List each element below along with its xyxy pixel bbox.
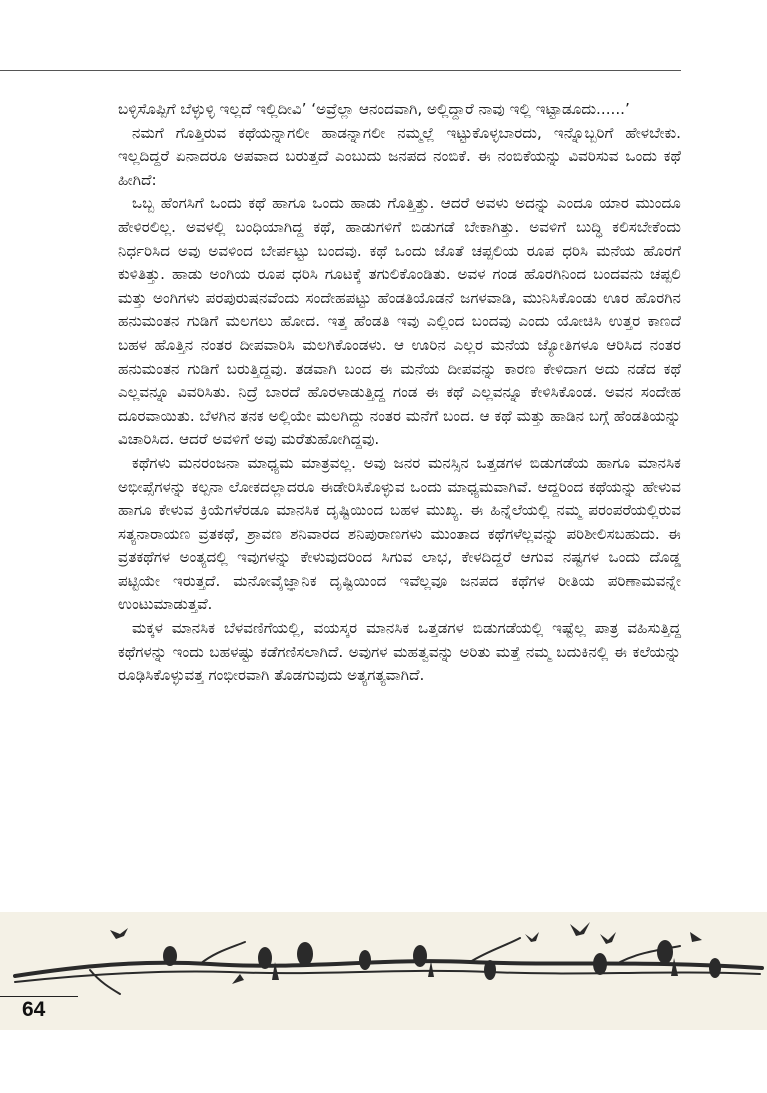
page-number-rule [0, 996, 78, 997]
decorative-band [0, 912, 767, 1030]
paragraph: ಬಳ್ಳಿಸೊಪ್ಪಿಗೆ ಬೆಳ್ಳುಳ್ಳಿ ಇಲ್ಲದೆ ಇಲ್ಲಿದೀವಿ’ ‘ಅವ್ರೆಲ್ಲಾ ಆನಂದವಾಗಿ, ಅಲ್ಲಿದ್ದಾರೆ ನಾವು ಇಲ್ಲಿ ಇಟ್ಟಾಡೂದು......’ [118, 100, 630, 118]
top-rule [0, 70, 681, 71]
paragraph: ಒಬ್ಬ ಹೆಂಗಸಿಗೆ ಒಂದು ಕಥೆ ಹಾಗೂ ಒಂದು ಹಾಡು ಗೊತ್ತಿತ್ತು. ಆದರೆ ಅವಳು ಅದನ್ನು ಎಂದೂ ಯಾರ ಮುಂದೂ ಹೇಳಿರಲಿಲ್ಲ. ಅವಳಲ್ಲಿ ಬಂಧಿಯಾಗಿದ್ದ ಕಥೆ, ಹಾಡುಗಳಿಗೆ ಬಿಡುಗಡೆ ಬೇಕಾಗಿತ್ತು. ಅವಳಿಗೆ ಬುದ್ಧಿ ಕಲಿಸಬೇಕೆಂದು ನಿರ್ಧರಿಸಿದ ಅವು ಅವಳಿಂದ ಬೇರ್ಪಟ್ಟು ಬಂದವು. ಕಥೆ ಒಂದು ಜೊತೆ ಚಪ್ಪಲಿಯ ರೂಪ ಧರಿಸಿ ಮನೆಯ ಹೊರಗೆ ಕುಳಿತಿತ್ತು. ಹಾಡು ಅಂಗಿಯ ರೂಪ ಧರಿಸಿ ಗೂಟಕ್ಕೆ ತಗುಲಿಕೊಂಡಿತು. ಅವಳ ಗಂಡ ಹೊರಗಿನಿಂದ ಬಂದವನು ಚಪ್ಪಲಿ ಮತ್ತು ಅಂಗಿಗಳು ಪರಪುರುಷನವೆಂದು ಸಂದೇಹಪಟ್ಟು ಹೆಂಡತಿಯೊಡನೆ ಜಗಳವಾಡಿ, ಮುನಿಸಿಕೊಂಡು ಊರ ಹೊರಗಿನ ಹನುಮಂತನ ಗುಡಿಗೆ ಮಲಗಲು ಹೋದ. ಇತ್ತ ಹೆಂಡತಿ ಇವು ಎಲ್ಲಿಂದ ಬಂದವು ಎಂದು ಯೋಚಿಸಿ ಉತ್ತರ ಕಾಣದೆ ಬಹಳ ಹೊತ್ತಿನ ನಂತರ ದೀಪವಾರಿಸಿ ಮಲಗಿಕೊಂಡಳು. ಆ ಊರಿನ ಎಲ್ಲರ ಮನೆಯ ಜ್ಯೋತಿಗಳೂ ಆರಿಸಿದ ನಂತರ ಹನುಮಂತನ ಗುಡಿಗೆ ಬರುತ್ತಿದ್ದವು. ತಡವಾಗಿ ಬಂದ ಈ ಮನೆಯ ದೀಪವನ್ನು ಕಾರಣ ಕೇಳಿದಾಗ ಅದು ನಡೆದ ಕಥೆ ಎಲ್ಲವನ್ನೂ ವಿವರಿಸಿತು. ನಿದ್ರೆ ಬಾರದೆ ಹೊರಳಾಡುತ್ತಿದ್ದ ಗಂಡ ಈ ಕಥೆ ಎಲ್ಲವನ್ನೂ ಕೇಳಿಸಿಕೊಂಡ. ಅವನ ಸಂದೇಹ ದೂರವಾಯಿತು. ಬೆಳಗಿನ ತನಕ ಅಲ್ಲಿಯೇ ಮಲಗಿದ್ದು ನಂತರ ಮನೆಗೆ ಬಂದ. ಆ ಕಥೆ ಮತ್ತು ಹಾಡಿನ ಬಗ್ಗೆ ಹೆಂಡತಿಯನ್ನು ವಿಚಾರಿಸಿದ. ಆದರೆ ಅವಳಿಗೆ ಅವು ಮರೆತುಹೋಗಿದ್ದವು. [118, 194, 681, 449]
birds-on-branch-illustration [0, 912, 767, 1030]
paragraph: ನಮಗೆ ಗೊತ್ತಿರುವ ಕಥೆಯನ್ನಾಗಲೀ ಹಾಡನ್ನಾಗಲೀ ನಮ್ಮಲ್ಲೆ ಇಟ್ಟುಕೊಳ್ಳಬಾರದು, ಇನ್ನೊಬ್ಬರಿಗೆ ಹೇಳಬೇಕು. ಇಲ್ಲದಿದ್ದರೆ ಏನಾದರೂ ಅಪವಾದ ಬರುತ್ತದೆ ಎಂಬುದು ಜನಪದ ನಂಬಿಕೆ. ಈ ನಂಬಿಕೆಯನ್ನು ವಿವರಿಸುವ ಒಂದು ಕಥೆ ಹೀಗಿದೆ: [118, 123, 681, 189]
paragraph: ಮಕ್ಕಳ ಮಾನಸಿಕ ಬೆಳವಣಿಗೆಯಲ್ಲಿ, ವಯಸ್ಕರ ಮಾನಸಿಕ ಒತ್ತಡಗಳ ಬಿಡುಗಡೆಯಲ್ಲಿ ಇಷ್ಟೆಲ್ಲ ಪಾತ್ರ ವಹಿಸುತ್ತಿದ್ದ ಕಥೆಗಳನ್ನು ಇಂದು ಬಹಳಷ್ಟು ಕಡೆಗಣಿಸಲಾಗಿದೆ. ಅವುಗಳ ಮಹತ್ವವನ್ನು ಅರಿತು ಮತ್ತೆ ನಮ್ಮ ಬದುಕಿನಲ್ಲಿ ಈ ಕಲೆಯನ್ನು ರೂಢಿಸಿಕೊಳ್ಳುವತ್ತ ಗಂಭೀರವಾಗಿ ತೊಡಗುವುದು ಅತ್ಯಗತ್ಯವಾಗಿದೆ. [118, 619, 681, 685]
paragraph: ಕಥೆಗಳು ಮನರಂಜನಾ ಮಾಧ್ಯಮ ಮಾತ್ರವಲ್ಲ. ಅವು ಜನರ ಮನಸ್ಸಿನ ಒತ್ತಡಗಳ ಬಿಡುಗಡೆಯ ಹಾಗೂ ಮಾನಸಿಕ ಅಭೀಪ್ಸೆಗಳನ್ನು ಕಲ್ಪನಾ ಲೋಕದಲ್ಲಾದರೂ ಈಡೇರಿಸಿಕೊಳ್ಳುವ ಒಂದು ಮಾಧ್ಯಮವಾಗಿವೆ. ಆದ್ದರಿಂದ ಕಥೆಯನ್ನು ಹೇಳುವ ಹಾಗೂ ಕೇಳುವ ಕ್ರಿಯೆಗಳೆರಡೂ ಮಾನಸಿಕ ದೃಷ್ಟಿಯಿಂದ ಬಹಳ ಮುಖ್ಯ. ಈ ಹಿನ್ನೆಲೆಯಲ್ಲಿ ನಮ್ಮ ಪರಂಪರೆಯಲ್ಲಿರುವ ಸತ್ಯನಾರಾಯಣ ವ್ರತಕಥೆ, ಶ್ರಾವಣ ಶನಿವಾರದ ಶನಿಪುರಾಣಗಳು ಮುಂತಾದ ಕಥೆಗಳೆಲ್ಲವನ್ನು ಪರಿಶೀಲಿಸಬಹುದು. ಈ ವ್ರತಕಥೆಗಳ ಅಂತ್ಯದಲ್ಲಿ ಇವುಗಳನ್ನು ಕೇಳುವುದರಿಂದ ಸಿಗುವ ಲಾಭ, ಕೇಳದಿದ್ದರೆ ಆಗುವ ನಷ್ಟಗಳ ಒಂದು ದೊಡ್ಡ ಪಟ್ಟಿಯೇ ಇರುತ್ತದೆ. ಮನೋವೈಜ್ಞಾನಿಕ ದೃಷ್ಟಿಯಿಂದ ಇವೆಲ್ಲವೂ ಜನಪದ ಕಥೆಗಳ ರೀತಿಯ ಪರಿಣಾಮವನ್ನೇ ಉಂಟುಮಾಡುತ್ತವೆ. [118, 453, 681, 614]
body-text [118, 98, 681, 688]
page-number: 64 [22, 998, 46, 1021]
